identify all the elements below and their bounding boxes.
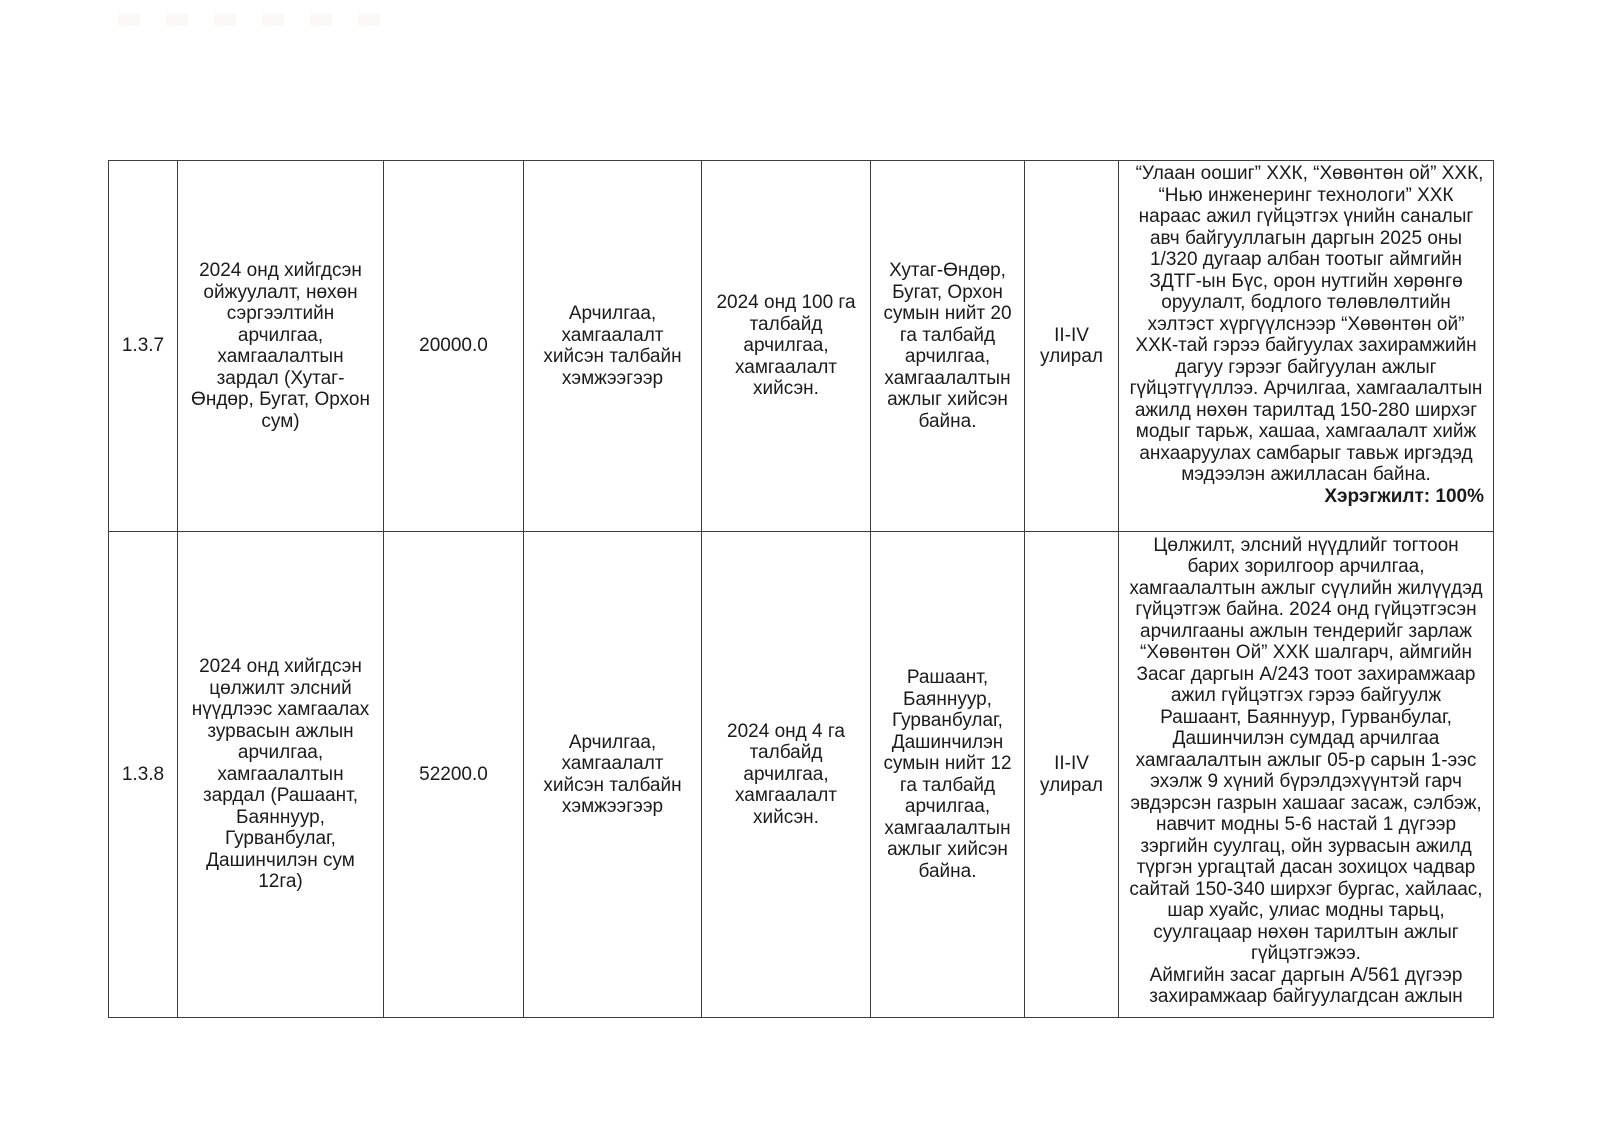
budget-value: 52200.0	[419, 763, 488, 785]
indicator-text: Арчилгаа, хамгаалалт хийсэн талбайн хэмжээгээр	[543, 731, 682, 817]
cell-budget	[384, 532, 524, 1018]
cell-implementation	[1119, 532, 1494, 1018]
target-text: 2024 онд 100 га талбайд арчилгаа, хамгаалалт хийсэн.	[716, 292, 856, 400]
implementation-paragraph: Цөлжилт, элсний нүүдлийг тогтоон барих зорилгоор арчилгаа, хамгаалалтын ажлыг сүүлийн жилүүдэд гүйцэтгэж байна. 2024 онд гүйцэтгэсэн арчилгааны ажлын тендерийг зарлаж “Хөвөнтөн Ой” ХХК шалгарч, аймгийн Засаг даргын А/243 тоот захирамжаар ажил гүйцэтгэх гэрээ байгуулж Рашаант, Баяннуур, Гурванбулаг, Дашинчилэн сумдад арчилгаа хамгаалалтын ажлыг 05-р сарын 1-ээс эхэлж 9 хүний бүрэлдэхүүнтэй гарч эвдэрсэн газрын хашааг засаж, сэлбэж, навчит модны 5-6 настай 1 дүгээр зэргийн суулгац, ойн зурвасын ажилд түргэн ургацтай дасан зохицох чадвар сайтай 150-340 ширхэг бургас, хайлаас, шар хуайс, улиас модны тарьц, суулгацаар нөхөн тарилтын ажлыг гүйцэтгэжээ.	[1129, 534, 1483, 964]
activity-text: 2024 онд хийгдсэн цөлжилт элсний нүүдлээс хамгаалах зурвасын ажлын арчилгаа, хамгаалалтын зардал (Рашаант, Баяннуур, Гурванбулаг, Дашинчилэн сум 12га)	[191, 656, 370, 893]
implementation-paragraph: Аймгийн засаг даргын А/561 дүгээр захирамжаар байгуулагдсан ажлын	[1149, 964, 1463, 1007]
cell-target	[702, 161, 871, 532]
cell-implementation	[1119, 161, 1494, 532]
result-text: Рашаант, Баяннуур, Гурванбулаг, Дашинчилэн сумын нийт 12 га талбайд арчилгаа, хамгаалалтын ажлыг хийсэн байна.	[883, 667, 1012, 882]
activity-text: 2024 онд хийгдсэн ойжуулалт, нөхөн сэргээлтийн арчилгаа, хамгаалалтын зардал (Хутаг-Өндөр, Бугат, Орхон сум)	[191, 260, 370, 432]
cell-target	[702, 532, 871, 1018]
table-row-1-3-7	[109, 161, 1494, 532]
implementation-paragraph: “Улаан оошиг” ХХК, “Хөвөнтөн ой” ХХК, “Нью инженеринг технологи” ХХК нараас ажил гүйцэтгэх үнийн саналыг авч байгууллагын даргын 2025 оны 1/320 дугаар албан тоотыг аймгийн ЗДТГ-ын Бүс, орон нутгийн хөрөнгө оруулалт, бодлого төлөвлөлтийн хэлтэст хүргүүлснээр “Хөвөнтөн ой” ХХК-тай гэрээ байгуулах захирамжийн дагуу гэрээг байгуулан ажлыг гүйцэтгүүллээ. Арчилгаа, хамгаалалтын ажилд нөхөн тарилтад 150-280 ширхэг модыг тарьж, хашаа, хамгаалалт хийж анхааруулах самбарыг тавьж иргэдэд мэдээлэн ажилласан байна.	[1129, 163, 1484, 485]
cell-result	[871, 532, 1025, 1018]
cell-activity	[178, 532, 384, 1018]
faint-print-artifact	[118, 14, 380, 28]
cell-row-number	[109, 532, 178, 1018]
cell-quarter	[1025, 532, 1119, 1018]
cell-activity	[178, 161, 384, 532]
result-text: Хутаг-Өндөр, Бугат, Орхон сумын нийт 20 га талбайд арчилгаа, хамгаалалтын ажлыг хийсэн байна.	[883, 260, 1012, 432]
indicator-text: Арчилгаа, хамгаалалт хийсэн талбайн хэмжээгээр	[543, 303, 682, 389]
budget-value: 20000.0	[419, 335, 488, 357]
cell-row-number	[109, 161, 178, 532]
cell-result	[871, 161, 1025, 532]
quarter-text: II-IV улирал	[1039, 324, 1103, 367]
cell-quarter	[1025, 161, 1119, 532]
implementation-status: Хэрэгжилт: 100%	[1324, 485, 1484, 507]
cell-indicator	[524, 532, 702, 1018]
row-number-text: 1.3.7	[121, 335, 165, 357]
table-row-1-3-8	[109, 532, 1494, 1018]
quarter-text: II-IV улирал	[1039, 753, 1103, 796]
cell-indicator	[524, 161, 702, 532]
report-table	[108, 160, 1494, 1018]
row-number-text: 1.3.8	[121, 763, 165, 785]
target-text: 2024 онд 4 га талбайд арчилгаа, хамгаалалт хийсэн.	[727, 720, 845, 828]
cell-budget	[384, 161, 524, 532]
